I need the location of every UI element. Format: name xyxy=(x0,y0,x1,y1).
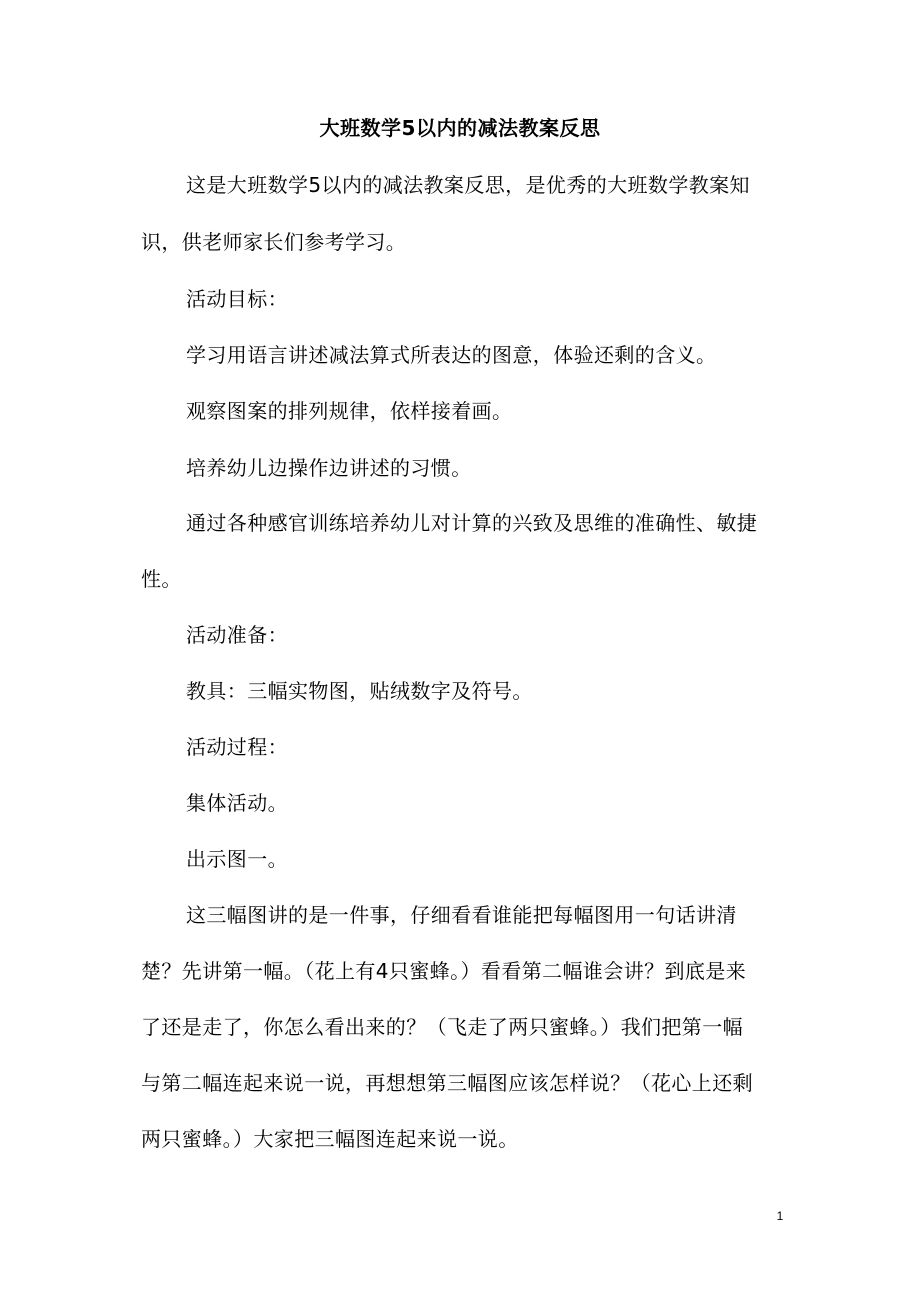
paragraph-line: 通过各种感官训练培养幼儿对计算的兴致及思维的准确性、敏捷 xyxy=(186,511,758,535)
paragraph-line: 识，供老师家长们参考学习。 xyxy=(141,230,407,254)
paragraph-line: 这三幅图讲的是一件事，仔细看看谁能把每幅图用一句话讲清 xyxy=(186,903,737,927)
section-heading: 活动过程： xyxy=(186,735,288,759)
paragraph-line: 这是大班数学5以内的减法教案反思，是优秀的大班数学教案知 xyxy=(186,173,750,197)
paragraph-line: 两只蜜蜂。）大家把三幅图连起来说一说。 xyxy=(141,1127,519,1151)
paragraph-line: 观察图案的排列规律，依样接着画。 xyxy=(186,399,513,423)
paragraph-line: 出示图一。 xyxy=(186,847,288,871)
paragraph-line: 与第二幅连起来说一说，再想想第三幅图应该怎样说？（花心上还剩 xyxy=(141,1071,753,1095)
section-heading: 活动准备： xyxy=(186,623,288,647)
paragraph-line: 楚？先讲第一幅。（花上有4只蜜蜂。）看看第二幅谁会讲？到底是来 xyxy=(141,959,747,983)
paragraph-line: 学习用语言讲述减法算式所表达的图意，体验还剩的含义。 xyxy=(186,343,717,367)
section-heading: 活动目标： xyxy=(186,287,288,311)
page-number: 1 xyxy=(776,1209,784,1223)
paragraph-line: 集体活动。 xyxy=(186,791,288,815)
paragraph-line: 教具：三幅实物图，贴绒数字及符号。 xyxy=(186,679,533,703)
paragraph-line: 了还是走了，你怎么看出来的？（飞走了两只蜜蜂。）我们把第一幅 xyxy=(141,1015,743,1039)
paragraph-line: 培养幼儿边操作边讲述的习惯。 xyxy=(186,456,472,480)
document-title: 大班数学5以内的减法教案反思 xyxy=(319,116,601,140)
paragraph-line: 性。 xyxy=(141,567,182,591)
